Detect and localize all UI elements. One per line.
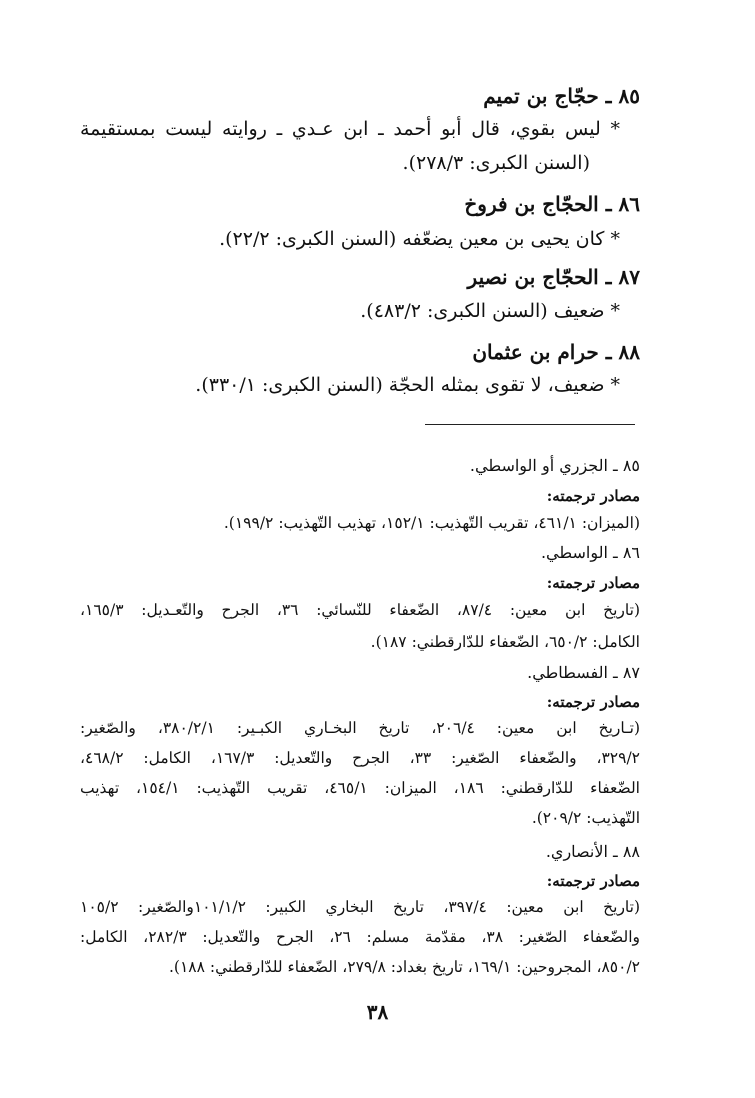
entry-87-title: ٨٧ ـ الحجّاج بن نصير <box>467 265 640 289</box>
footnote-86-title: ٨٦ ـ الواسطي. <box>540 543 640 562</box>
footnote-87-line-2: ٣٢٩/٢، والضّعفاء الصّغير: ٣٣، الجرح والتّعديل: ١٦٧/٣، الكامل: ٤٦٨/٢، <box>80 749 640 767</box>
footnote-87-line-4: التّهذيب: ٢٠٩/٢). <box>531 809 640 827</box>
entry-85-line-2: (السنن الكبرى: ٢٧٨/٣). <box>402 152 590 174</box>
footnote-86-label: مصادر ترجمته: <box>546 574 640 592</box>
footnote-87-title: ٨٧ ـ الفسطاطي. <box>527 663 640 682</box>
footnote-87-line-3: الضّعفاء للدّارقطني: ١٨٦، الميزان: ٤٦٥/١، تقريب التّهذيب: ١٥٤/١، تهذيب <box>80 779 640 797</box>
entry-88-title: ٨٨ ـ حرام بن عثمان <box>472 340 640 364</box>
footnote-85-label: مصادر ترجمته: <box>546 487 640 505</box>
footnote-88-line-1: (تاريخ ابن معين: ٣٩٧/٤، تاريخ البخاري الكبير: ١٠١/١/٢والصّغير: ١٠٥/٢ <box>80 898 641 916</box>
page-number: ٣٨ <box>366 1000 389 1024</box>
footnote-87-line-1: (تـاريخ ابن معين: ٢٠٦/٤، تاريخ البخـاري الكبـير: ٣٨٠/٢/١، والصّغير: <box>80 719 641 737</box>
footnote-85-title: ٨٥ ـ الجزري أو الواسطي. <box>469 456 640 475</box>
entry-87-line-1: * ضعيف (السنن الكبرى: ٤٨٣/٢). <box>360 300 620 322</box>
entry-85-line-1: * ليس بقوي، قال أبو أحمد ـ ابن عـدي ـ روايته ليست بمستقيمة <box>80 118 620 140</box>
entry-86-line-1: * كان يحيى بن معين يضعّفه (السنن الكبرى: ٢٢/٢). <box>219 228 620 250</box>
entry-88-line-1: * ضعيف، لا تقوى بمثله الحجّة (السنن الكبرى: ٣٣٠/١). <box>195 374 620 396</box>
footnote-88-line-2: والضّعفاء الصّغير: ٣٨، مقدّمة مسلم: ٢٦، الجرح والتّعديل: ٢٨٢/٣، الكامل: <box>80 928 640 946</box>
footnote-88-title: ٨٨ ـ الأنصاري. <box>545 842 640 861</box>
footnote-86-line-1: (تاريخ ابن معين: ٨٧/٤، الضّعفاء للنّسائي: ٣٦، الجرح والتّعـديل: ١٦٥/٣، <box>80 601 640 619</box>
footnote-85-line-1: (الميزان: ٤٦١/١، تقريب التّهذيب: ١٥٢/١، تهذيب التّهذيب: ١٩٩/٢). <box>223 514 640 532</box>
footnote-88-label: مصادر ترجمته: <box>546 872 640 890</box>
entry-86-title: ٨٦ ـ الحجّاج بن فروخ <box>464 192 640 216</box>
entry-85-title: ٨٥ ـ حجّاج بن تميم <box>483 84 640 108</box>
footnote-separator <box>425 424 635 425</box>
footnote-87-label: مصادر ترجمته: <box>546 693 640 711</box>
footnote-88-line-3: ٨٥٠/٢، المجروحين: ١٦٩/١، تاريخ بغداد: ٢٧٩/٨، الضّعفاء للدّارقطني: ١٨٨). <box>168 958 640 976</box>
footnote-86-line-2: الكامل: ٦٥٠/٢، الضّعفاء للدّارقطني: ١٨٧). <box>370 633 640 651</box>
